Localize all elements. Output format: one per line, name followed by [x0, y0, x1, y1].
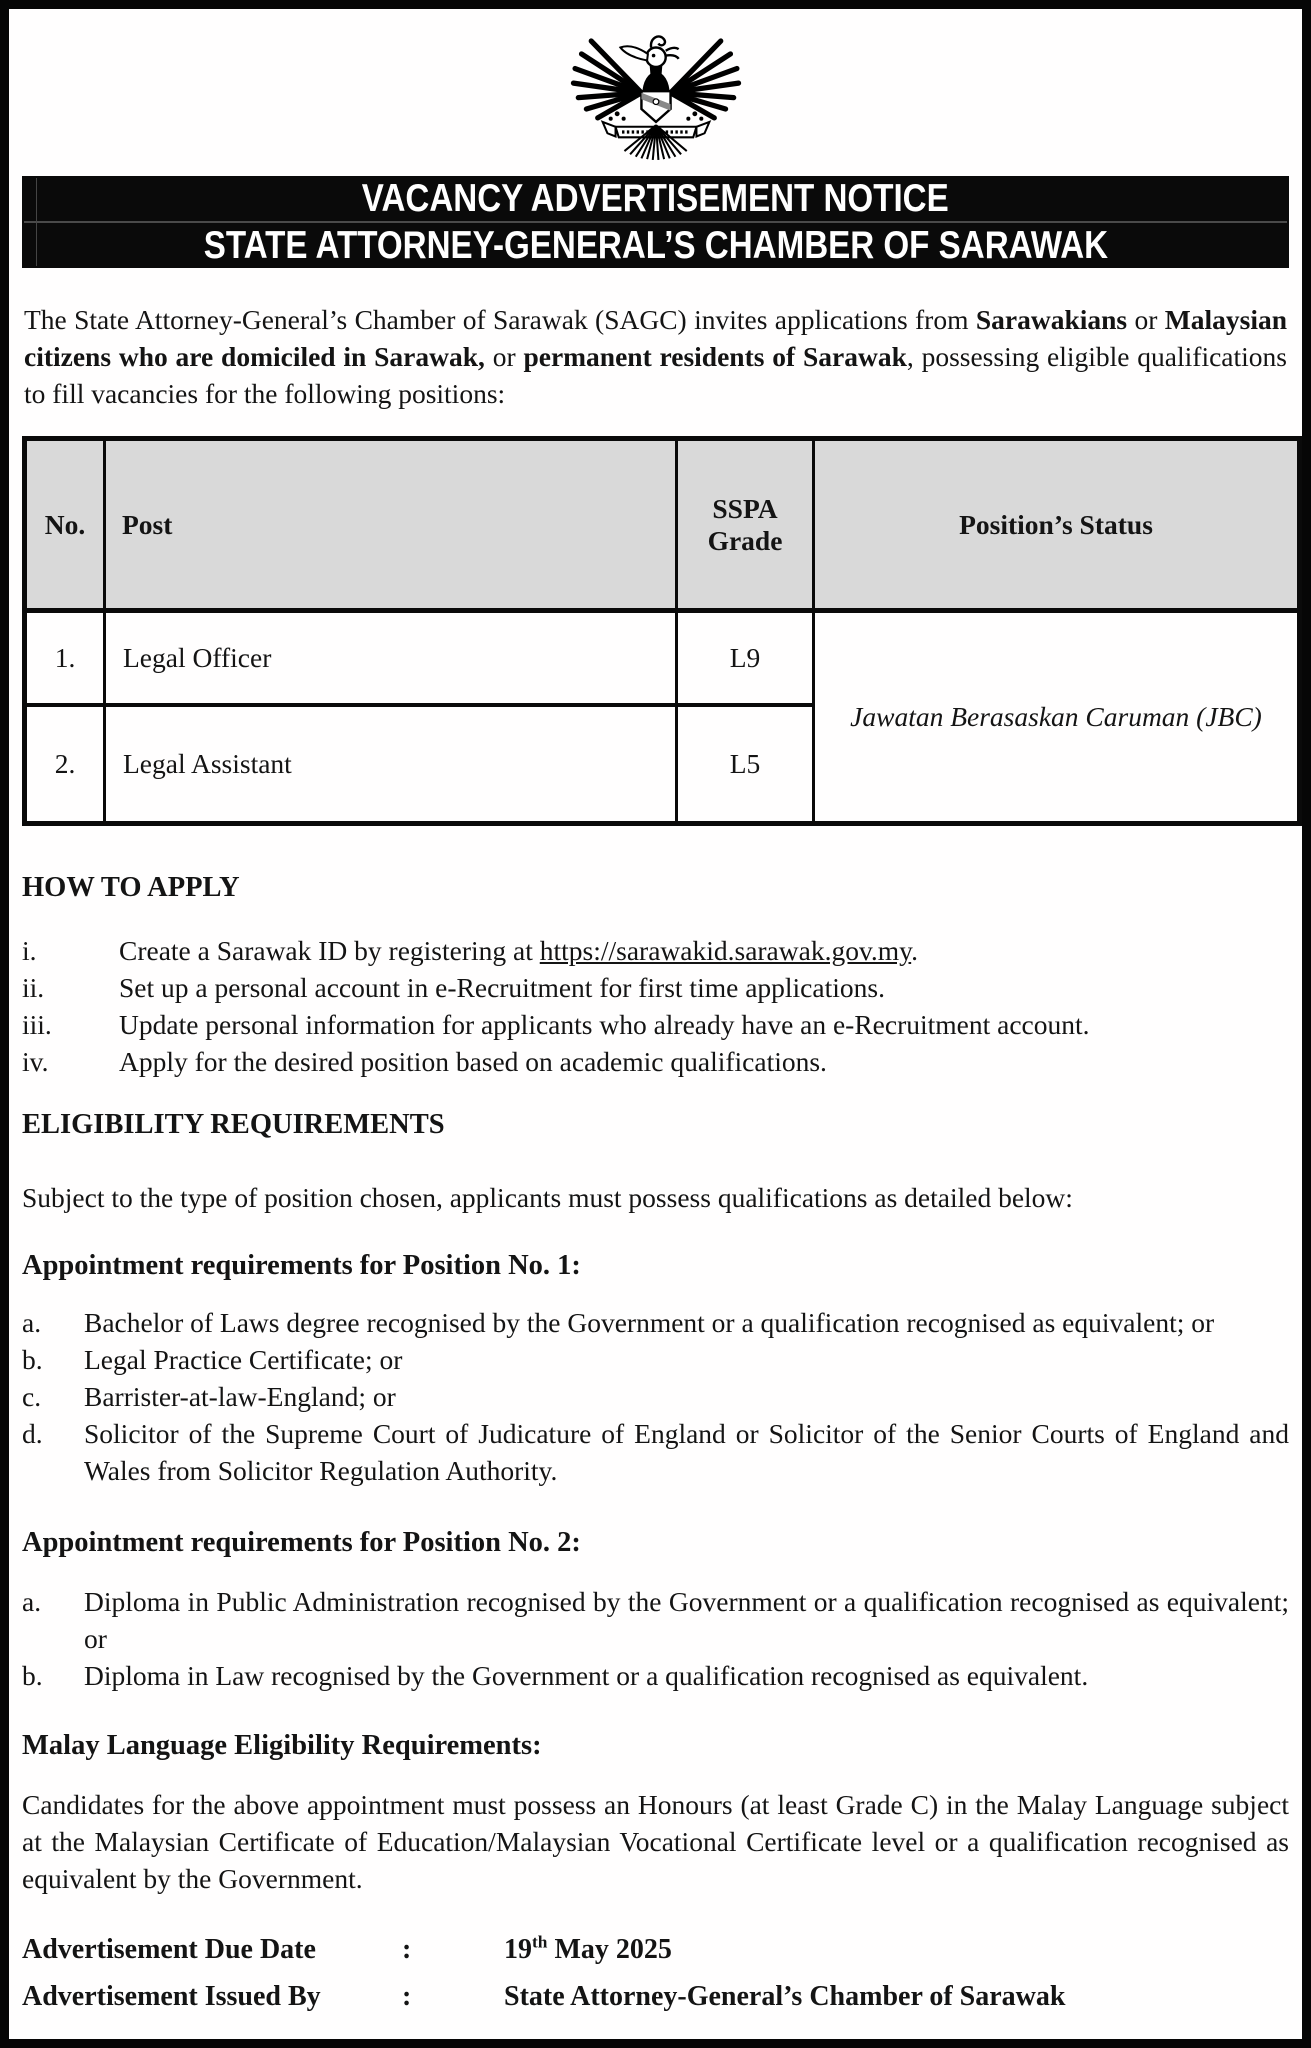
item-d-text: Solicitor of the Supreme Court of Judicature of England or Solicitor of the Senior Courts of England and Wales from Solicitor Regulation Authority. — [84, 1418, 1289, 1486]
item-b-label: b. — [22, 1660, 43, 1691]
row1-grade: L9 — [677, 611, 814, 706]
due-month-year: May 2025 — [547, 1934, 672, 1965]
step-2-text: Set up a personal account in e-Recruitment for first time applications. — [119, 972, 885, 1003]
position1-item-a — [22, 1304, 1289, 1341]
due-ordinal-suffix: th — [532, 1932, 548, 1952]
row1-no: 1. — [25, 611, 105, 706]
title-banner — [22, 176, 1289, 268]
advertisement-footer — [22, 1933, 1289, 2014]
item-a-label: a. — [22, 1586, 42, 1617]
issued-by-colon: : — [402, 1981, 412, 2012]
due-day: 19 — [504, 1934, 532, 1965]
position-status-merged-cell: Jawatan Berasaskan Caruman (JBC) — [814, 611, 1300, 824]
apply-step-2 — [22, 969, 1289, 1006]
item-a-text: Bachelor of Laws degree recognised by the Government or a qualification recognised as equivalent; or — [84, 1307, 1215, 1338]
positions-table — [22, 436, 1302, 826]
banner-row-2 — [22, 223, 1289, 268]
row2-grade: L5 — [677, 705, 814, 824]
chamber-title: STATE ATTORNEY-GENERAL’S CHAMBER OF SARAWAK — [203, 223, 1108, 267]
banner-row-1 — [22, 176, 1289, 221]
col-header-sspa-grade: SSPA Grade — [677, 439, 814, 611]
apply-steps-list — [22, 932, 1289, 1080]
sarawak-coat-of-arms-icon — [567, 13, 745, 171]
step-4-text: Apply for the desired position based on academic qualifications. — [119, 1046, 827, 1077]
item-b-label: b. — [22, 1344, 43, 1375]
item-d-label: d. — [22, 1418, 43, 1449]
apply-step-4 — [22, 1043, 1289, 1080]
position2-requirements-heading: Appointment requirements for Position No. 2: — [22, 1527, 581, 1558]
step-1-pre: Create a Sarawak ID by registering at — [119, 935, 540, 966]
step-3-text: Update personal information for applicants who already have an e-Recruitment account. — [119, 1009, 1090, 1040]
table-row-legal-officer — [25, 611, 1300, 706]
issued-by-value: State Attorney-General’s Chamber of Sarawak — [504, 1981, 1066, 2012]
step-2-numeral: ii. — [22, 972, 45, 1003]
issued-by-row — [22, 1980, 1289, 2014]
item-b-text: Legal Practice Certificate; or — [84, 1344, 403, 1375]
step-1-numeral: i. — [22, 935, 37, 966]
col-header-post: Post — [105, 439, 677, 611]
intro-paragraph: The State Attorney-General’s Chamber of Sarawak (SAGC) invites applications from Sarawakians or Malaysian citizens who are domiciled in Sarawak, or permanent residents of Sarawak, possessing eligible qualifications to fill vacancies for the following positions: — [24, 304, 1287, 409]
due-date-value — [504, 1933, 1289, 1967]
step-4-numeral: iv. — [22, 1046, 49, 1077]
due-date-colon: : — [402, 1934, 412, 1965]
notice-title: VACANCY ADVERTISEMENT NOTICE — [362, 176, 949, 220]
crest-container — [22, 13, 1289, 176]
position1-item-d — [22, 1415, 1289, 1489]
row2-post: Legal Assistant — [105, 705, 677, 824]
apply-step-1 — [22, 932, 1289, 969]
col-header-position-status: Position’s Status — [814, 439, 1300, 611]
item-b-text: Diploma in Law recognised by the Government or a qualification recognised as equivalent. — [84, 1660, 1089, 1691]
how-to-apply-heading: HOW TO APPLY — [22, 872, 240, 903]
row1-post: Legal Officer — [105, 611, 677, 706]
item-a-label: a. — [22, 1307, 42, 1338]
item-a-text: Diploma in Public Administration recognised by the Government or a qualification recognised as equivalent; or — [84, 1586, 1289, 1654]
step-1-post: . — [911, 935, 919, 966]
malay-language-heading: Malay Language Eligibility Requirements: — [22, 1730, 542, 1761]
position1-requirements-heading: Appointment requirements for Position No. 1: — [22, 1250, 581, 1281]
sarawakid-link[interactable]: https://sarawakid.sarawak.gov.my — [539, 935, 912, 966]
position2-item-a — [22, 1583, 1289, 1657]
apply-step-3 — [22, 1006, 1289, 1043]
banner-left-rule — [36, 178, 37, 266]
item-c-text: Barrister-at-law-England; or — [84, 1381, 396, 1412]
position1-item-c — [22, 1378, 1289, 1415]
malay-language-paragraph: Candidates for the above appointment must possess an Honours (at least Grade C) in the Malay Language subject at the Malaysian Certificate of Education/Malaysian Vocational Certificate level or a qualification recognised as equivalent by the Government. — [22, 1789, 1289, 1894]
position1-requirements-list — [22, 1304, 1289, 1489]
due-date-label: Advertisement Due Date — [22, 1934, 316, 1965]
item-c-label: c. — [22, 1381, 42, 1412]
eligibility-intro: Subject to the type of position chosen, applicants must possess qualifications as detailed below: — [22, 1182, 1073, 1213]
step-1-text — [119, 932, 1289, 969]
step-3-numeral: iii. — [22, 1009, 52, 1040]
row2-no: 2. — [25, 705, 105, 824]
due-date-row — [22, 1933, 1289, 1967]
position2-item-b — [22, 1657, 1289, 1694]
col-header-no: No. — [25, 439, 105, 611]
issued-by-label: Advertisement Issued By — [22, 1981, 321, 2012]
table-header-row — [25, 439, 1300, 611]
eligibility-heading: ELIGIBILITY REQUIREMENTS — [22, 1109, 445, 1140]
position1-item-b — [22, 1341, 1289, 1378]
position2-requirements-list — [22, 1583, 1289, 1694]
